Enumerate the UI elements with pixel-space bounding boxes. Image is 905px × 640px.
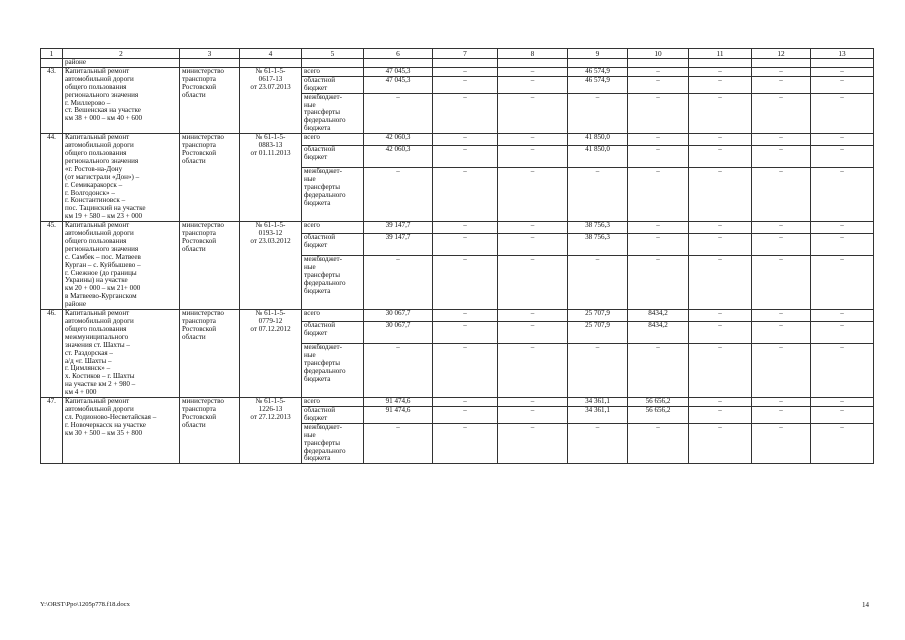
object-name: Капитальный ремонт автомобильной дороги общего пользования регионального значения с. Самбек – пос. Матвеев Курган – с. Куйбышево – г. Снежное (до границы Украины) на участке км 20 + 000 – км 21+ 000 в Матвеево-Курганском районе — [63, 222, 180, 310]
expertise-doc: № 61-1-5- 0193-12 от 23.03.2012 — [240, 222, 302, 310]
column-number: 11 — [689, 49, 752, 59]
amount-cell: – — [498, 256, 568, 310]
amount-cell: – — [498, 67, 568, 76]
amount-cell: – — [811, 344, 874, 398]
amount-cell: 39 147,7 — [364, 233, 433, 255]
amount-cell: – — [498, 76, 568, 93]
amount-cell: – — [628, 134, 689, 146]
funding-source: межбюджет- ные трансферты федерального бюджета — [302, 256, 364, 310]
amount-cell: 38 756,3 — [568, 233, 628, 255]
amount-cell: – — [689, 145, 752, 167]
amount-cell: 56 656,2 — [628, 398, 689, 407]
table-row — [41, 398, 874, 407]
funding-source: межбюджет- ные трансферты федерального бюджета — [302, 344, 364, 398]
amount-cell: – — [628, 233, 689, 255]
amount-cell: – — [433, 310, 498, 322]
column-number: 2 — [63, 49, 180, 59]
amount-cell: – — [433, 344, 498, 398]
object-name: Капитальный ремонт автомобильной дороги сл. Родионово-Несветайская – г. Новочеркасск на участке км 30 + 500 – км 35 + 800 — [63, 398, 180, 464]
column-number: 3 — [180, 49, 240, 59]
object-name: Капитальный ремонт автомобильной дороги общего пользования регионального значения «г. Ростов-на-Дону (от магистрали «Дон») – г. Семикаракорск – г. Волгодонск» – г. Константиновск – пос. Тацинский на участке км 19 + 580 – км 23 + 000 — [63, 134, 180, 222]
expertise-doc: № 61-1-5- 0779-12 от 07.12.2012 — [240, 310, 302, 398]
amount-cell: 30 067,7 — [364, 310, 433, 322]
amount-cell: – — [752, 76, 811, 93]
amount-cell: – — [689, 222, 752, 234]
amount-cell: – — [433, 321, 498, 343]
amount-cell: – — [433, 67, 498, 76]
amount-cell: – — [433, 134, 498, 146]
column-number: 4 — [240, 49, 302, 59]
column-number: 8 — [498, 49, 568, 59]
expertise-doc: № 61-1-5- 1226-13 от 27.12.2013 — [240, 398, 302, 464]
expertise-doc: № 61-1-5- 0617-13 от 23.07.2013 — [240, 67, 302, 133]
row-number: 43. — [41, 67, 63, 133]
amount-cell: – — [628, 256, 689, 310]
amount-cell: – — [689, 344, 752, 398]
amount-cell: – — [752, 344, 811, 398]
amount-cell: – — [498, 145, 568, 167]
amount-cell: 46 574,9 — [568, 67, 628, 76]
responsible-body: министерство транспорта Ростовской области — [180, 310, 240, 398]
amount-cell: 39 147,7 — [364, 222, 433, 234]
amount-cell: – — [433, 145, 498, 167]
funding-source: всего — [302, 67, 364, 76]
amount-cell: 34 361,1 — [568, 406, 628, 423]
amount-cell: – — [752, 310, 811, 322]
amount-cell: – — [568, 256, 628, 310]
amount-cell: – — [811, 398, 874, 407]
amount-cell: – — [364, 344, 433, 398]
responsible-body: министерство транспорта Ростовской области — [180, 134, 240, 222]
funding-source: межбюджет- ные трансферты федерального бюджета — [302, 423, 364, 464]
amount-cell: – — [498, 344, 568, 398]
continuation-text: районе — [63, 59, 180, 68]
amount-cell: – — [364, 93, 433, 134]
amount-cell: 8434,2 — [628, 321, 689, 343]
amount-cell: – — [689, 76, 752, 93]
amount-cell: – — [568, 168, 628, 222]
object-name: Капитальный ремонт автомобильной дороги общего пользования регионального значения г. Миллерово – ст. Вешенская на участке км 38 + 000 – км 40 + 600 — [63, 67, 180, 133]
amount-cell: – — [811, 67, 874, 76]
amount-cell: – — [498, 233, 568, 255]
amount-cell: – — [433, 168, 498, 222]
amount-cell: – — [752, 145, 811, 167]
continuation-row — [41, 59, 874, 68]
amount-cell: 34 361,1 — [568, 398, 628, 407]
amount-cell: 56 656,2 — [628, 406, 689, 423]
amount-cell: – — [689, 134, 752, 146]
column-number: 12 — [752, 49, 811, 59]
document-page — [40, 48, 873, 464]
amount-cell: – — [433, 76, 498, 93]
amount-cell: – — [628, 76, 689, 93]
amount-cell: – — [752, 233, 811, 255]
column-number: 9 — [568, 49, 628, 59]
amount-cell: – — [811, 168, 874, 222]
amount-cell: – — [628, 222, 689, 234]
table-row — [41, 134, 874, 146]
budget-table — [40, 48, 874, 464]
responsible-body: министерство транспорта Ростовской области — [180, 398, 240, 464]
amount-cell: 47 045,3 — [364, 67, 433, 76]
amount-cell: – — [811, 93, 874, 134]
amount-cell: – — [628, 168, 689, 222]
funding-source: областной бюджет — [302, 76, 364, 93]
amount-cell: – — [498, 310, 568, 322]
amount-cell: – — [498, 321, 568, 343]
funding-source: межбюджет- ные трансферты федерального бюджета — [302, 93, 364, 134]
amount-cell: – — [568, 93, 628, 134]
funding-source: всего — [302, 134, 364, 146]
amount-cell: 25 707,9 — [568, 321, 628, 343]
amount-cell: – — [811, 321, 874, 343]
amount-cell: – — [689, 67, 752, 76]
page-number: 14 — [862, 601, 869, 609]
expertise-doc: № 61-1-5- 0883-13 от 01.11.2013 — [240, 134, 302, 222]
amount-cell: – — [689, 423, 752, 464]
amount-cell: – — [752, 93, 811, 134]
amount-cell: 47 045,3 — [364, 76, 433, 93]
funding-source: областной бюджет — [302, 406, 364, 423]
column-number: 1 — [41, 49, 63, 59]
responsible-body: министерство транспорта Ростовской области — [180, 222, 240, 310]
row-number: 44. — [41, 134, 63, 222]
amount-cell: – — [752, 423, 811, 464]
column-number: 7 — [433, 49, 498, 59]
amount-cell: 38 756,3 — [568, 222, 628, 234]
object-name: Капитальный ремонт автомобильной дороги общего пользования межмуниципального значения ст. Шахты – ст. Раздорская – а/д «г. Шахты – г. Цимлянск» – х. Костиков – г. Шахты на участке км 2 + 980 – км 4 + 000 — [63, 310, 180, 398]
amount-cell: – — [689, 233, 752, 255]
amount-cell: 91 474,6 — [364, 398, 433, 407]
amount-cell: – — [811, 406, 874, 423]
amount-cell: 41 850,0 — [568, 134, 628, 146]
amount-cell: – — [568, 423, 628, 464]
column-number-row — [41, 49, 874, 59]
table-row — [41, 67, 874, 76]
funding-source: всего — [302, 222, 364, 234]
amount-cell: – — [364, 256, 433, 310]
amount-cell: 25 707,9 — [568, 310, 628, 322]
amount-cell: – — [498, 406, 568, 423]
amount-cell: 91 474,6 — [364, 406, 433, 423]
amount-cell: – — [752, 222, 811, 234]
amount-cell: – — [752, 67, 811, 76]
funding-source: всего — [302, 398, 364, 407]
amount-cell: – — [433, 406, 498, 423]
file-path: Y:\ORST\Ppo\1205p778.f18.docx — [40, 601, 130, 608]
amount-cell: 42 060,3 — [364, 145, 433, 167]
amount-cell: – — [689, 168, 752, 222]
amount-cell: – — [689, 398, 752, 407]
column-number: 10 — [628, 49, 689, 59]
amount-cell: – — [752, 406, 811, 423]
amount-cell: – — [498, 93, 568, 134]
amount-cell: – — [498, 398, 568, 407]
amount-cell: – — [752, 256, 811, 310]
amount-cell: – — [498, 134, 568, 146]
amount-cell: – — [689, 310, 752, 322]
amount-cell: – — [811, 134, 874, 146]
amount-cell: – — [364, 168, 433, 222]
amount-cell: 46 574,9 — [568, 76, 628, 93]
amount-cell: – — [628, 67, 689, 76]
amount-cell: – — [628, 93, 689, 134]
amount-cell: – — [811, 310, 874, 322]
row-number: 46. — [41, 310, 63, 398]
amount-cell: – — [568, 344, 628, 398]
amount-cell: – — [752, 321, 811, 343]
amount-cell: – — [811, 145, 874, 167]
amount-cell: 42 060,3 — [364, 134, 433, 146]
amount-cell: – — [628, 145, 689, 167]
amount-cell: – — [628, 344, 689, 398]
amount-cell: 8434,2 — [628, 310, 689, 322]
funding-source: областной бюджет — [302, 321, 364, 343]
amount-cell: – — [811, 256, 874, 310]
amount-cell: – — [689, 406, 752, 423]
funding-source: областной бюджет — [302, 145, 364, 167]
amount-cell: – — [689, 321, 752, 343]
amount-cell: – — [752, 398, 811, 407]
amount-cell: – — [433, 423, 498, 464]
amount-cell: – — [433, 398, 498, 407]
table-row — [41, 222, 874, 234]
amount-cell: – — [433, 256, 498, 310]
amount-cell: – — [689, 93, 752, 134]
amount-cell: – — [433, 222, 498, 234]
amount-cell: – — [689, 256, 752, 310]
row-number: 47. — [41, 398, 63, 464]
amount-cell: – — [498, 423, 568, 464]
amount-cell: – — [811, 423, 874, 464]
responsible-body: министерство транспорта Ростовской области — [180, 67, 240, 133]
amount-cell: – — [811, 222, 874, 234]
amount-cell: – — [752, 168, 811, 222]
column-number: 13 — [811, 49, 874, 59]
column-number: 6 — [364, 49, 433, 59]
column-number: 5 — [302, 49, 364, 59]
amount-cell: 41 850,0 — [568, 145, 628, 167]
amount-cell: – — [433, 233, 498, 255]
row-number: 45. — [41, 222, 63, 310]
funding-source: межбюджет- ные трансферты федерального бюджета — [302, 168, 364, 222]
amount-cell: – — [498, 168, 568, 222]
amount-cell: – — [364, 423, 433, 464]
amount-cell: – — [811, 76, 874, 93]
amount-cell: – — [498, 222, 568, 234]
amount-cell: – — [752, 134, 811, 146]
amount-cell: – — [433, 93, 498, 134]
amount-cell: – — [811, 233, 874, 255]
amount-cell: – — [628, 423, 689, 464]
table-row — [41, 310, 874, 322]
amount-cell: 30 067,7 — [364, 321, 433, 343]
funding-source: областной бюджет — [302, 233, 364, 255]
funding-source: всего — [302, 310, 364, 322]
